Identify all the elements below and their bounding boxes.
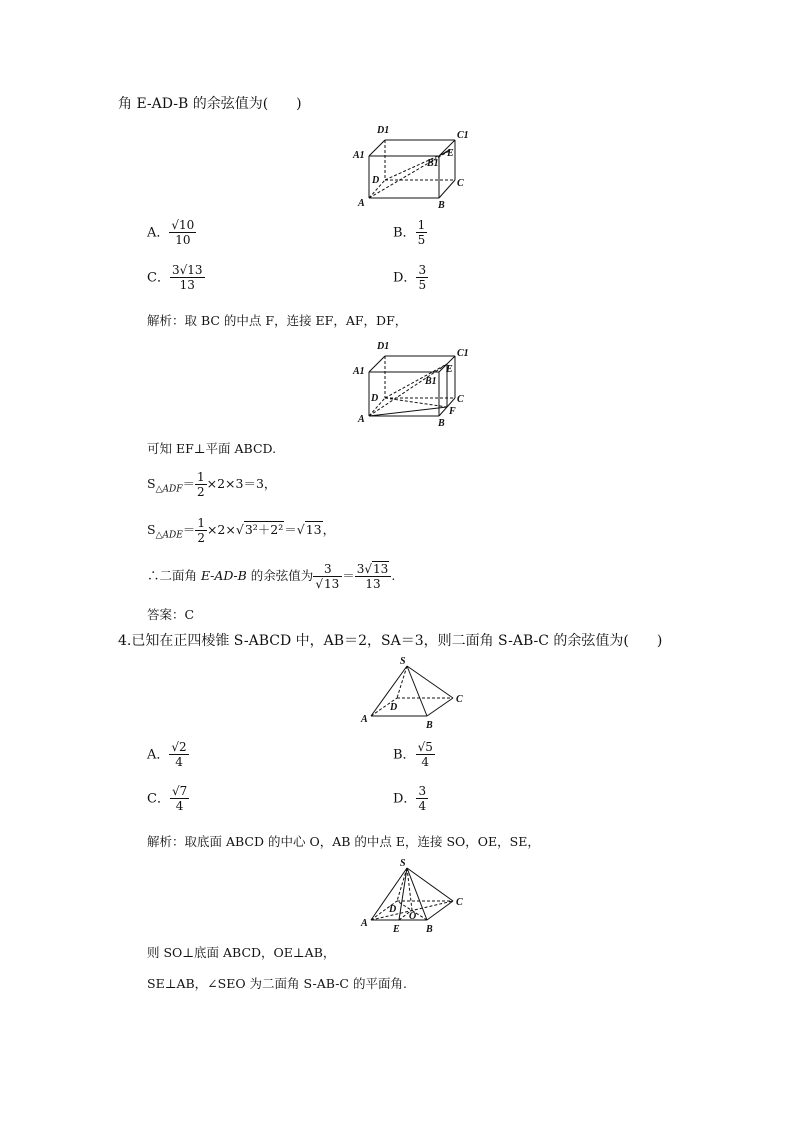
- q3-answer: 答案：C: [147, 607, 195, 622]
- q4-option-c-frac: $\frac{√7}{4}$: [171, 784, 188, 813]
- fig1-label-e: E: [447, 148, 454, 159]
- q4-stem: [118, 631, 662, 651]
- fig1-label-c1: C1: [457, 130, 469, 141]
- fig1-label-a1: A1: [353, 150, 365, 161]
- fig1-label-b: B: [438, 200, 445, 211]
- q4-option-c[interactable]: C． $\frac{√7}{4}$: [147, 784, 188, 813]
- fig4-label-b: B: [426, 924, 433, 935]
- fig2-label-d: D: [371, 393, 379, 404]
- fig4-label-e: E: [393, 924, 400, 935]
- fig2-label-f: F: [449, 406, 456, 417]
- fig2-label-a: A: [358, 414, 365, 425]
- q4-option-b-frac: $\frac{√5}{4}$: [417, 740, 433, 769]
- q4-figure-pyramid: [355, 654, 475, 732]
- q3-option-c-frac: $\frac{3√13}{13}$: [171, 263, 203, 292]
- fig1-label-b1: B1: [427, 158, 439, 169]
- fig4-label-c: C: [456, 897, 463, 908]
- fig2-label-a1: A1: [353, 366, 365, 377]
- q4-solution-line1: 则 SO⊥底面 ABCD，OE⊥AB，: [147, 945, 336, 960]
- q4-option-a-frac: $\frac{√2}{4}$: [171, 740, 187, 769]
- fig2-label-b: B: [438, 418, 445, 429]
- q3-option-b[interactable]: B． $\frac{1}{5}$: [393, 218, 426, 247]
- q4-option-d[interactable]: D． $\frac{3}{4}$: [393, 784, 427, 813]
- fig4-label-d: D: [389, 904, 397, 915]
- q3-option-b-frac: $\frac{1}{5}$: [417, 218, 426, 247]
- fig3-label-c: C: [456, 694, 463, 705]
- q3-area-adf: $S_{\triangle ADF}=$ $\frac{1}{2}$ ×2×3＝3，: [147, 470, 277, 499]
- q3-figure-cuboid: [345, 118, 485, 213]
- fig2-label-c1: C1: [457, 348, 469, 359]
- q3-figure-cuboid-f: [345, 336, 485, 431]
- q3-stem-text: 角 E-AD-B 的余弦值为( ): [118, 96, 302, 112]
- q4-solution-intro: 解析：取底面 ABCD 的中心 O，AB 的中点 E，连接 SO，OE，SE，: [147, 834, 540, 849]
- q3-option-c[interactable]: C． $\frac{3√13}{13}$: [147, 263, 203, 292]
- q4-option-a[interactable]: A． $\frac{√2}{4}$: [147, 740, 187, 769]
- fig2-label-c: C: [457, 394, 464, 405]
- q4-option-b[interactable]: B． $\frac{√5}{4}$: [393, 740, 433, 769]
- fig4-label-s: S: [400, 858, 406, 869]
- q3-stem: [118, 94, 302, 114]
- q3-solution-intro: 解析：取 BC 的中点 F，连接 EF，AF，DF，: [147, 313, 408, 328]
- fig3-label-d: D: [390, 702, 398, 713]
- fig3-label-a: A: [361, 714, 368, 725]
- fig1-label-c: C: [457, 178, 464, 189]
- fig1-label-d: D: [372, 175, 380, 186]
- fig1-label-d1: D1: [377, 125, 390, 136]
- fig2-label-d1: D1: [377, 341, 390, 352]
- q3-option-d-frac: $\frac{3}{5}$: [418, 263, 427, 292]
- fig3-label-b: B: [426, 720, 433, 731]
- q3-option-d[interactable]: D． $\frac{3}{5}$: [393, 263, 427, 292]
- q4-stem-text: 4.已知在正四棱锥 S-ABCD 中，AB＝2，SA＝3，则二面角 S-AB-C 的余弦值为( ): [118, 633, 663, 649]
- fig2-label-e: E: [446, 364, 453, 375]
- q4-option-d-frac: $\frac{3}{4}$: [418, 784, 427, 813]
- q3-option-a-frac: $\frac{√10}{10}$: [171, 218, 195, 247]
- q3-area-ade: $S_{\triangle ADE}=$ $\frac{1}{2}$ ×2×√3²＋2²＝√13，: [147, 516, 336, 545]
- q3-line-ef: 可知 EF⊥平面 ABCD.: [147, 441, 277, 456]
- fig4-label-o: O: [409, 911, 417, 922]
- q4-solution-line2: SE⊥AB，∠SEO 为二面角 S-AB-C 的平面角.: [147, 976, 407, 991]
- q3-option-a[interactable]: A． $\frac{√10}{10}$: [147, 218, 195, 247]
- q3-conclusion: ∴二面角 E-AD-B 的余弦值为 $\frac{3}{√13}$ ＝ $\frac{3√13}{13}$ .: [147, 562, 396, 591]
- fig4-label-a: A: [361, 918, 368, 929]
- fig1-label-a: A: [358, 198, 365, 209]
- fig3-label-s: S: [400, 656, 406, 667]
- q4-figure-pyramid-oe: [355, 856, 475, 936]
- fig2-label-b1: B1: [425, 376, 437, 387]
